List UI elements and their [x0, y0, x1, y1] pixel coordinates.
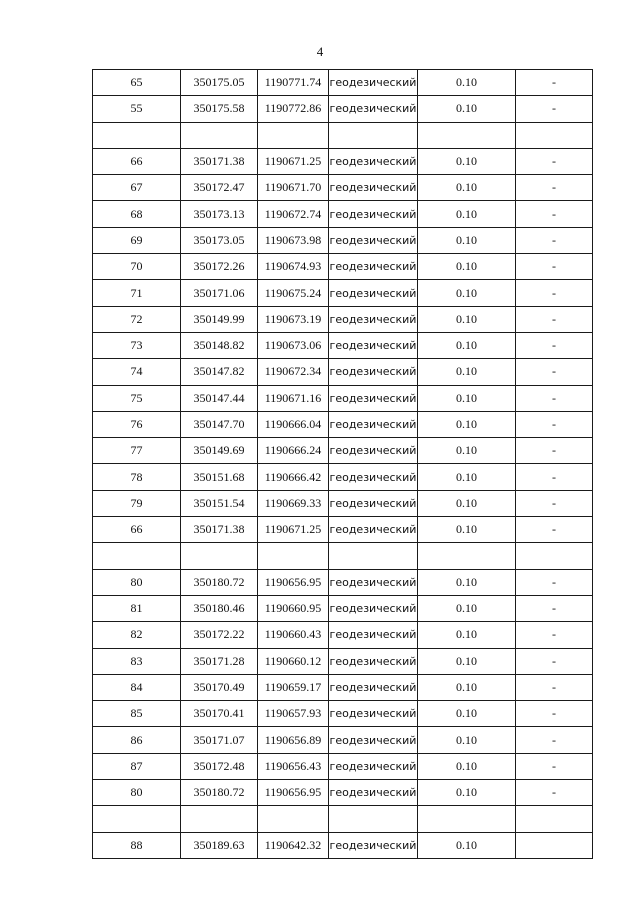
- table-row: [93, 780, 593, 806]
- cell-y-coordinate: 1190669.33: [258, 490, 329, 516]
- table-row: [93, 753, 593, 779]
- table-row: [93, 569, 593, 595]
- cell-y-coordinate: 1190656.43: [258, 753, 329, 779]
- cell-note: -: [516, 701, 593, 727]
- cell-y-coordinate: 1190672.34: [258, 359, 329, 385]
- table-row: [93, 674, 593, 700]
- cell-accuracy: 0.10: [418, 464, 516, 490]
- cell-method: геодезический: [329, 385, 418, 411]
- table-row: [93, 595, 593, 621]
- cell-method: геодезический: [329, 227, 418, 253]
- cell-y-coordinate: 1190674.93: [258, 254, 329, 280]
- cell-accuracy: [418, 543, 516, 569]
- cell-accuracy: 0.10: [418, 648, 516, 674]
- cell-x-coordinate: 350170.49: [181, 674, 258, 700]
- cell-note: -: [516, 595, 593, 621]
- cell-note: [516, 122, 593, 148]
- cell-point-number: 81: [93, 595, 181, 621]
- table-row: [93, 122, 593, 148]
- cell-point-number: 88: [93, 832, 181, 858]
- cell-x-coordinate: 350172.48: [181, 753, 258, 779]
- cell-x-coordinate: 350180.72: [181, 569, 258, 595]
- cell-method: геодезический: [329, 438, 418, 464]
- cell-point-number: 76: [93, 411, 181, 437]
- cell-x-coordinate: 350173.05: [181, 227, 258, 253]
- cell-point-number: 85: [93, 701, 181, 727]
- cell-accuracy: 0.10: [418, 359, 516, 385]
- cell-x-coordinate: 350171.06: [181, 280, 258, 306]
- cell-x-coordinate: [181, 122, 258, 148]
- cell-y-coordinate: 1190657.93: [258, 701, 329, 727]
- table-row: [93, 359, 593, 385]
- cell-method: геодезический: [329, 70, 418, 96]
- cell-note: -: [516, 227, 593, 253]
- cell-y-coordinate: 1190771.74: [258, 70, 329, 96]
- table-row: [93, 306, 593, 332]
- cell-point-number: 68: [93, 201, 181, 227]
- cell-x-coordinate: 350149.69: [181, 438, 258, 464]
- cell-y-coordinate: 1190656.89: [258, 727, 329, 753]
- cell-x-coordinate: 350147.82: [181, 359, 258, 385]
- cell-method: геодезический: [329, 306, 418, 332]
- cell-point-number: 87: [93, 753, 181, 779]
- cell-accuracy: 0.10: [418, 517, 516, 543]
- cell-method: геодезический: [329, 96, 418, 122]
- cell-y-coordinate: [258, 806, 329, 832]
- cell-point-number: 78: [93, 464, 181, 490]
- cell-note: -: [516, 411, 593, 437]
- cell-y-coordinate: 1190659.17: [258, 674, 329, 700]
- cell-method: геодезический: [329, 175, 418, 201]
- cell-x-coordinate: 350151.68: [181, 464, 258, 490]
- cell-point-number: 74: [93, 359, 181, 385]
- cell-note: -: [516, 96, 593, 122]
- cell-method: геодезический: [329, 595, 418, 621]
- cell-y-coordinate: 1190675.24: [258, 280, 329, 306]
- cell-accuracy: 0.10: [418, 701, 516, 727]
- cell-accuracy: 0.10: [418, 280, 516, 306]
- cell-accuracy: 0.10: [418, 780, 516, 806]
- cell-accuracy: 0.10: [418, 490, 516, 516]
- cell-method: геодезический: [329, 359, 418, 385]
- table-row: [93, 148, 593, 174]
- cell-point-number: 75: [93, 385, 181, 411]
- cell-method: геодезический: [329, 622, 418, 648]
- cell-method: геодезический: [329, 201, 418, 227]
- cell-y-coordinate: 1190671.70: [258, 175, 329, 201]
- cell-point-number: 79: [93, 490, 181, 516]
- table-row: [93, 438, 593, 464]
- cell-accuracy: 0.10: [418, 227, 516, 253]
- cell-note: -: [516, 332, 593, 358]
- cell-accuracy: 0.10: [418, 674, 516, 700]
- cell-note: -: [516, 201, 593, 227]
- cell-point-number: 84: [93, 674, 181, 700]
- cell-accuracy: 0.10: [418, 622, 516, 648]
- cell-accuracy: 0.10: [418, 201, 516, 227]
- table-row: [93, 70, 593, 96]
- table-row: [93, 96, 593, 122]
- cell-x-coordinate: 350147.44: [181, 385, 258, 411]
- table-row: [93, 280, 593, 306]
- cell-x-coordinate: 350151.54: [181, 490, 258, 516]
- cell-y-coordinate: 1190666.24: [258, 438, 329, 464]
- cell-note: -: [516, 148, 593, 174]
- cell-method: геодезический: [329, 490, 418, 516]
- cell-x-coordinate: 350189.63: [181, 832, 258, 858]
- cell-x-coordinate: [181, 806, 258, 832]
- cell-y-coordinate: 1190772.86: [258, 96, 329, 122]
- cell-note: -: [516, 674, 593, 700]
- page-number: 4: [316, 44, 324, 59]
- cell-x-coordinate: 350180.46: [181, 595, 258, 621]
- cell-accuracy: 0.10: [418, 438, 516, 464]
- cell-note: -: [516, 438, 593, 464]
- cell-accuracy: 0.10: [418, 175, 516, 201]
- cell-point-number: [93, 122, 181, 148]
- table-row: [93, 385, 593, 411]
- table-row: [93, 201, 593, 227]
- coordinates-table: [92, 69, 593, 859]
- cell-point-number: 70: [93, 254, 181, 280]
- cell-note: -: [516, 517, 593, 543]
- table-row: [93, 254, 593, 280]
- cell-method: [329, 543, 418, 569]
- cell-point-number: 80: [93, 780, 181, 806]
- cell-note: -: [516, 280, 593, 306]
- table-row: [93, 490, 593, 516]
- cell-note: -: [516, 490, 593, 516]
- cell-point-number: 86: [93, 727, 181, 753]
- table-row: [93, 622, 593, 648]
- cell-method: [329, 122, 418, 148]
- cell-y-coordinate: [258, 122, 329, 148]
- cell-accuracy: 0.10: [418, 306, 516, 332]
- cell-x-coordinate: 350172.22: [181, 622, 258, 648]
- cell-y-coordinate: 1190656.95: [258, 780, 329, 806]
- cell-accuracy: 0.10: [418, 411, 516, 437]
- cell-y-coordinate: [258, 543, 329, 569]
- cell-y-coordinate: 1190660.43: [258, 622, 329, 648]
- coordinates-table-body: [93, 70, 593, 859]
- cell-note: [516, 832, 593, 858]
- cell-accuracy: [418, 806, 516, 832]
- cell-note: [516, 543, 593, 569]
- cell-accuracy: 0.10: [418, 727, 516, 753]
- cell-accuracy: 0.10: [418, 385, 516, 411]
- cell-method: геодезический: [329, 674, 418, 700]
- table-row: [93, 806, 593, 832]
- cell-point-number: 82: [93, 622, 181, 648]
- cell-x-coordinate: 350170.41: [181, 701, 258, 727]
- cell-accuracy: 0.10: [418, 753, 516, 779]
- table-row: [93, 517, 593, 543]
- cell-x-coordinate: 350147.70: [181, 411, 258, 437]
- cell-point-number: 66: [93, 517, 181, 543]
- cell-y-coordinate: 1190666.04: [258, 411, 329, 437]
- cell-x-coordinate: 350148.82: [181, 332, 258, 358]
- cell-x-coordinate: 350149.99: [181, 306, 258, 332]
- cell-x-coordinate: 350175.05: [181, 70, 258, 96]
- cell-x-coordinate: 350172.26: [181, 254, 258, 280]
- cell-point-number: 66: [93, 148, 181, 174]
- cell-point-number: 80: [93, 569, 181, 595]
- cell-method: геодезический: [329, 780, 418, 806]
- cell-y-coordinate: 1190673.06: [258, 332, 329, 358]
- cell-note: -: [516, 306, 593, 332]
- cell-y-coordinate: 1190671.25: [258, 517, 329, 543]
- cell-note: -: [516, 648, 593, 674]
- cell-point-number: [93, 806, 181, 832]
- cell-method: [329, 806, 418, 832]
- cell-method: геодезический: [329, 280, 418, 306]
- cell-point-number: 83: [93, 648, 181, 674]
- cell-x-coordinate: 350171.28: [181, 648, 258, 674]
- table-row: [93, 727, 593, 753]
- cell-x-coordinate: 350173.13: [181, 201, 258, 227]
- cell-method: геодезический: [329, 148, 418, 174]
- cell-accuracy: 0.10: [418, 569, 516, 595]
- cell-y-coordinate: 1190673.19: [258, 306, 329, 332]
- cell-point-number: 72: [93, 306, 181, 332]
- cell-method: геодезический: [329, 517, 418, 543]
- cell-note: -: [516, 254, 593, 280]
- cell-note: -: [516, 753, 593, 779]
- table-row: [93, 411, 593, 437]
- table-row: [93, 175, 593, 201]
- cell-note: -: [516, 359, 593, 385]
- cell-point-number: [93, 543, 181, 569]
- cell-point-number: 73: [93, 332, 181, 358]
- cell-note: -: [516, 70, 593, 96]
- cell-method: геодезический: [329, 464, 418, 490]
- cell-note: -: [516, 569, 593, 595]
- table-row: [93, 832, 593, 858]
- table-row: [93, 543, 593, 569]
- table-row: [93, 464, 593, 490]
- cell-x-coordinate: 350180.72: [181, 780, 258, 806]
- cell-note: -: [516, 385, 593, 411]
- cell-accuracy: 0.10: [418, 254, 516, 280]
- table-row: [93, 701, 593, 727]
- cell-accuracy: 0.10: [418, 70, 516, 96]
- cell-accuracy: 0.10: [418, 832, 516, 858]
- cell-accuracy: 0.10: [418, 595, 516, 621]
- cell-x-coordinate: 350171.38: [181, 517, 258, 543]
- cell-y-coordinate: 1190656.95: [258, 569, 329, 595]
- cell-y-coordinate: 1190671.16: [258, 385, 329, 411]
- cell-point-number: 55: [93, 96, 181, 122]
- cell-note: -: [516, 780, 593, 806]
- cell-accuracy: 0.10: [418, 96, 516, 122]
- cell-accuracy: 0.10: [418, 148, 516, 174]
- cell-y-coordinate: 1190642.32: [258, 832, 329, 858]
- cell-accuracy: 0.10: [418, 332, 516, 358]
- cell-x-coordinate: 350172.47: [181, 175, 258, 201]
- cell-x-coordinate: 350171.38: [181, 148, 258, 174]
- cell-y-coordinate: 1190660.12: [258, 648, 329, 674]
- cell-note: -: [516, 727, 593, 753]
- cell-x-coordinate: 350171.07: [181, 727, 258, 753]
- cell-method: геодезический: [329, 254, 418, 280]
- cell-y-coordinate: 1190673.98: [258, 227, 329, 253]
- cell-note: -: [516, 622, 593, 648]
- cell-note: [516, 806, 593, 832]
- cell-point-number: 69: [93, 227, 181, 253]
- cell-method: геодезический: [329, 569, 418, 595]
- cell-x-coordinate: [181, 543, 258, 569]
- cell-method: геодезический: [329, 727, 418, 753]
- cell-method: геодезический: [329, 832, 418, 858]
- cell-method: геодезический: [329, 753, 418, 779]
- cell-x-coordinate: 350175.58: [181, 96, 258, 122]
- cell-note: -: [516, 175, 593, 201]
- cell-point-number: 65: [93, 70, 181, 96]
- cell-y-coordinate: 1190666.42: [258, 464, 329, 490]
- cell-point-number: 77: [93, 438, 181, 464]
- table-row: [93, 227, 593, 253]
- cell-point-number: 71: [93, 280, 181, 306]
- cell-accuracy: [418, 122, 516, 148]
- cell-y-coordinate: 1190672.74: [258, 201, 329, 227]
- cell-method: геодезический: [329, 411, 418, 437]
- cell-method: геодезический: [329, 648, 418, 674]
- table-row: [93, 648, 593, 674]
- table-row: [93, 332, 593, 358]
- cell-method: геодезический: [329, 332, 418, 358]
- cell-method: геодезический: [329, 701, 418, 727]
- cell-y-coordinate: 1190671.25: [258, 148, 329, 174]
- cell-note: -: [516, 464, 593, 490]
- cell-y-coordinate: 1190660.95: [258, 595, 329, 621]
- cell-point-number: 67: [93, 175, 181, 201]
